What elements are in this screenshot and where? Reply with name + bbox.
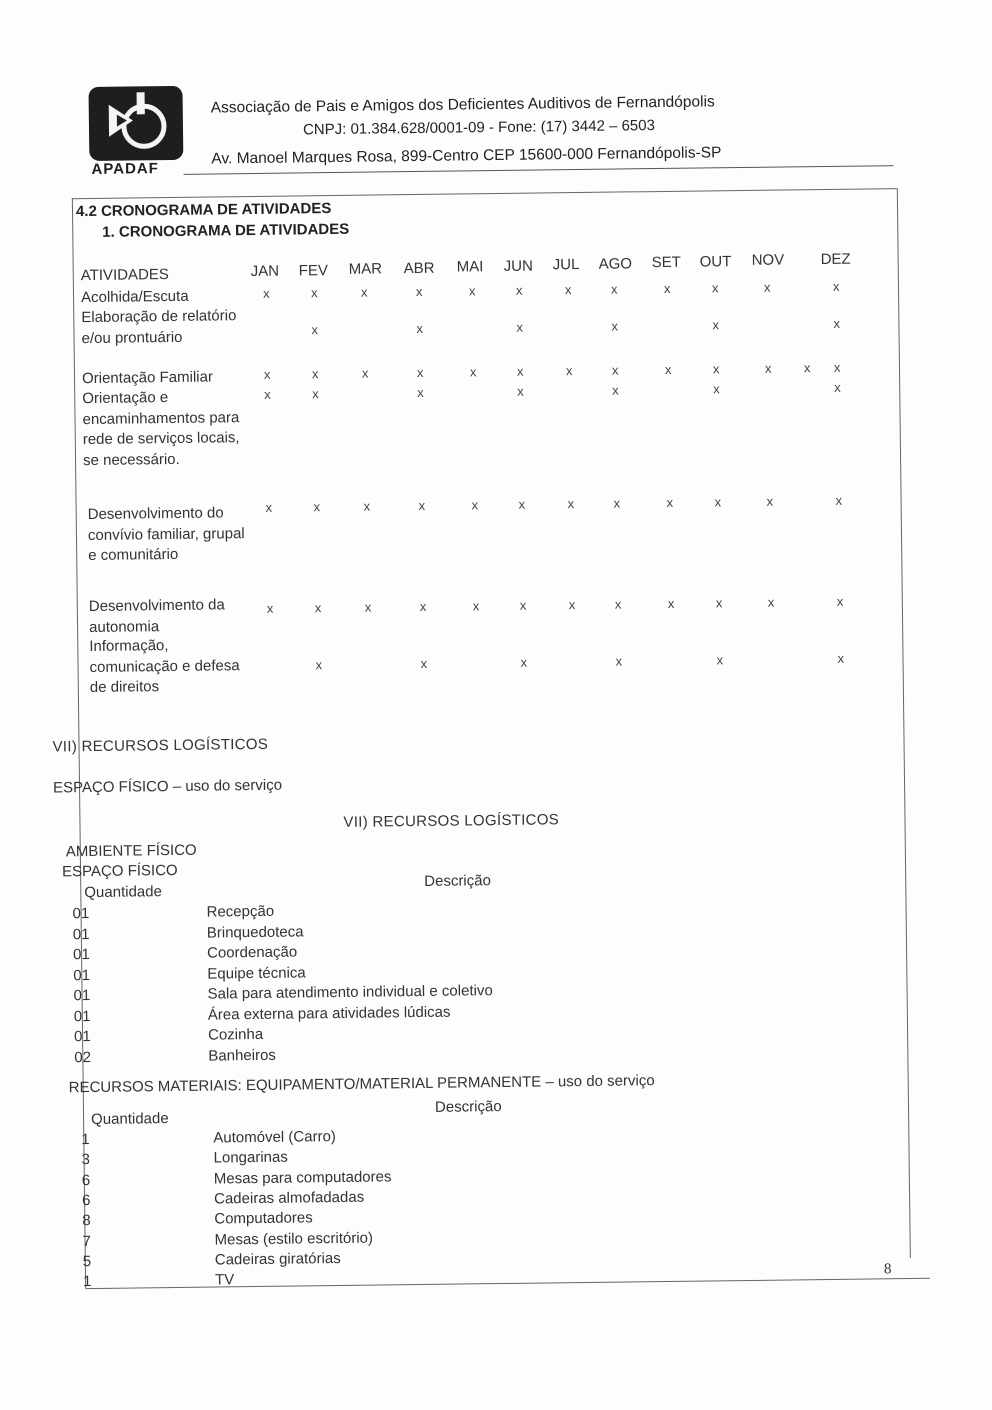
schedule-section-title: 4.2 CRONOGRAMA DE ATIVIDADES: [75, 200, 332, 221]
material-desc: Automóvel (Carro): [213, 1128, 336, 1147]
ambient-label: AMBIENTE FÍSICO: [65, 841, 197, 861]
schedule-mark: x: [711, 280, 719, 296]
material-qty: 5: [82, 1252, 92, 1270]
schedule-mark: x: [313, 499, 321, 515]
space-qty: 01: [73, 966, 91, 984]
space-qty: 01: [72, 905, 90, 923]
spaces-qty-header: Quantidade: [84, 883, 162, 902]
material-qty: 8: [82, 1212, 91, 1230]
space-desc: Recepção: [206, 902, 275, 921]
activity-label: Acolhida/Escuta: [80, 287, 189, 307]
org-address: Av. Manoel Marques Rosa, 899-Centro CEP 15600-000 Fernandópolis-SP: [211, 144, 722, 168]
schedule-mark: x: [311, 366, 319, 382]
activities-header: ATIVIDADES: [80, 266, 169, 285]
schedule-subtitle: 1. CRONOGRAMA DE ATIVIDADES: [102, 220, 350, 241]
schedule-mark: x: [837, 650, 845, 666]
month-header-out: OUT: [699, 252, 732, 271]
schedule-mark: x: [314, 600, 322, 616]
material-qty: 3: [81, 1151, 91, 1169]
month-header-dez: DEZ: [820, 250, 851, 268]
month-header-ago: AGO: [598, 254, 633, 273]
schedule-mark: x: [614, 596, 622, 612]
schedule-mark: x: [667, 595, 675, 611]
space-desc: Banheiros: [208, 1046, 276, 1065]
schedule-mark: x: [468, 283, 476, 299]
activity-label: Elaboração de relatório e/ou prontuário: [81, 307, 237, 347]
space-desc: Equipe técnica: [207, 963, 306, 983]
schedule-mark: x: [565, 363, 573, 379]
materials-qty-header: Quantidade: [90, 1110, 169, 1129]
org-cnpj-phone: CNPJ: 01.384.628/0001-09 - Fone: (17) 3442 – 6503: [302, 117, 656, 139]
schedule-mark: x: [715, 595, 723, 611]
schedule-mark: x: [713, 381, 720, 397]
space-qty: 01: [73, 1007, 91, 1025]
space-qty: 01: [73, 987, 91, 1005]
month-header-jul: JUL: [552, 255, 580, 274]
schedule-mark: x: [518, 496, 526, 512]
schedule-mark: x: [714, 494, 722, 510]
schedule-mark: x: [416, 320, 424, 336]
schedule-mark: x: [517, 383, 524, 399]
schedule-mark: x: [419, 598, 427, 614]
schedule-mark: x: [832, 278, 840, 294]
schedule-mark: x: [417, 384, 424, 400]
frame-border-right: [897, 188, 911, 1258]
material-desc: Cadeiras giratórias: [214, 1249, 341, 1269]
schedule-mark: x: [361, 365, 369, 381]
month-header-abr: ABR: [403, 259, 435, 277]
page-number: 8: [883, 1261, 892, 1278]
schedule-mark: x: [564, 282, 572, 298]
schedule-mark: x: [262, 285, 270, 301]
activity-label: Desenvolvimento da autonomia: [88, 596, 225, 636]
space-qty: 02: [74, 1048, 92, 1066]
material-desc: Mesas (estilo escritório): [214, 1229, 374, 1249]
material-qty: 1: [82, 1273, 92, 1291]
month-header-nov: NOV: [751, 251, 785, 269]
apadaf-logo: [88, 86, 185, 179]
schedule-mark: x: [767, 594, 775, 610]
logo-wordmark: APADAF: [91, 160, 159, 178]
logistics-heading-1: VII) RECURSOS LOGÍSTICOS: [52, 735, 269, 756]
space-desc: Sala para atendimento individual e coletivo: [207, 982, 493, 1003]
schedule-mark: x: [663, 280, 671, 296]
material-qty: 1: [81, 1131, 90, 1149]
material-desc: Mesas para computadores: [213, 1167, 392, 1188]
schedule-mark: x: [312, 386, 319, 402]
schedule-mark: x: [264, 386, 271, 402]
schedule-mark: x: [664, 361, 672, 377]
schedule-mark: x: [568, 597, 576, 613]
logistics-heading-2: VII) RECURSOS LOGÍSTICOS: [343, 811, 560, 831]
schedule-mark: x: [363, 498, 371, 514]
activity-label: Desenvolvimento do convívio familiar, grupal e comunitário: [87, 504, 245, 565]
materials-desc-header: Descrição: [434, 1098, 502, 1116]
schedule-mark: x: [265, 499, 273, 515]
material-desc: Computadores: [214, 1209, 313, 1228]
schedule-mark: x: [716, 652, 724, 668]
schedule-mark: x: [712, 317, 720, 333]
space-qty: 01: [73, 1028, 91, 1046]
month-header-jun: JUN: [503, 257, 533, 275]
schedule-mark: x: [567, 496, 575, 512]
spaces-desc-header: Descrição: [424, 872, 491, 890]
schedule-mark: x: [766, 493, 774, 509]
schedule-mark: x: [611, 318, 619, 334]
schedule-mark: x: [515, 282, 523, 298]
schedule-mark: x: [418, 497, 426, 513]
schedule-mark: x: [803, 360, 811, 376]
schedule-mark: x: [420, 655, 428, 671]
space-qty: 01: [72, 946, 90, 964]
month-header-fev: FEV: [298, 261, 329, 279]
material-qty: 6: [81, 1191, 91, 1210]
schedule-mark: x: [315, 657, 323, 673]
space-desc: Área externa para atividades lúdicas: [207, 1003, 451, 1024]
space-desc: Cozinha: [207, 1025, 264, 1044]
schedule-mark: x: [360, 284, 368, 300]
schedule-mark: x: [310, 285, 318, 301]
org-name: Associação de Pais e Amigos dos Deficientes Auditivos de Fernandópolis: [210, 93, 715, 117]
schedule-mark: x: [833, 315, 841, 331]
space-desc: Coordenação: [206, 943, 298, 962]
schedule-mark: x: [764, 360, 772, 376]
schedule-mark: x: [266, 600, 274, 616]
material-qty: 6: [81, 1171, 91, 1189]
month-header-jan: JAN: [250, 262, 280, 281]
material-desc: Longarinas: [213, 1148, 288, 1167]
schedule-mark: x: [763, 279, 771, 295]
material-desc: TV: [214, 1271, 235, 1289]
schedule-mark: x: [520, 654, 528, 670]
schedule-mark: x: [469, 364, 477, 380]
schedule-mark: x: [472, 598, 480, 614]
schedule-mark: x: [835, 492, 843, 508]
schedule-mark: x: [516, 319, 524, 335]
schedule-mark: x: [833, 359, 841, 375]
material-desc: Cadeiras almofadadas: [213, 1188, 365, 1208]
schedule-mark: x: [610, 281, 618, 297]
materials-title: RECURSOS MATERIAIS: EQUIPAMENTO/MATERIAL PERMANENTE – uso do serviço: [68, 1072, 655, 1097]
schedule-mark: x: [615, 653, 623, 669]
schedule-mark: x: [712, 361, 720, 377]
space-desc: Brinquedoteca: [206, 922, 304, 942]
material-qty: 7: [82, 1232, 92, 1250]
schedule-mark: x: [834, 379, 841, 395]
schedule-mark: x: [516, 363, 524, 379]
schedule-mark: x: [519, 597, 527, 613]
schedule-mark: x: [613, 495, 621, 511]
activity-label: Orientação Familiar: [81, 368, 214, 388]
activity-label: Informação, comunicação e defesa de direitos: [89, 637, 240, 697]
schedule-mark: x: [611, 362, 619, 378]
frame-border-top: [72, 188, 897, 199]
activity-label: Orientação e encaminhamentos para rede de serviços locais, se necessário.: [82, 389, 240, 469]
month-header-mai: MAI: [456, 258, 484, 276]
schedule-mark: x: [416, 364, 424, 380]
schedule-mark: x: [612, 382, 619, 398]
month-header-set: SET: [651, 253, 681, 272]
physical-space-use: ESPAÇO FÍSICO – uso do serviço: [52, 776, 283, 797]
schedule-mark: x: [263, 366, 271, 382]
month-header-mar: MAR: [348, 260, 383, 278]
schedule-mark: x: [415, 283, 423, 299]
schedule-mark: x: [836, 593, 844, 609]
schedule-mark: x: [666, 494, 674, 510]
frame-border-bottom: [85, 1278, 930, 1289]
space-label: ESPAÇO FÍSICO: [61, 861, 178, 881]
space-qty: 01: [72, 925, 90, 943]
schedule-mark: x: [471, 497, 479, 513]
logo-mark: [88, 86, 183, 161]
schedule-mark: x: [311, 322, 319, 338]
schedule-mark: x: [364, 599, 372, 615]
